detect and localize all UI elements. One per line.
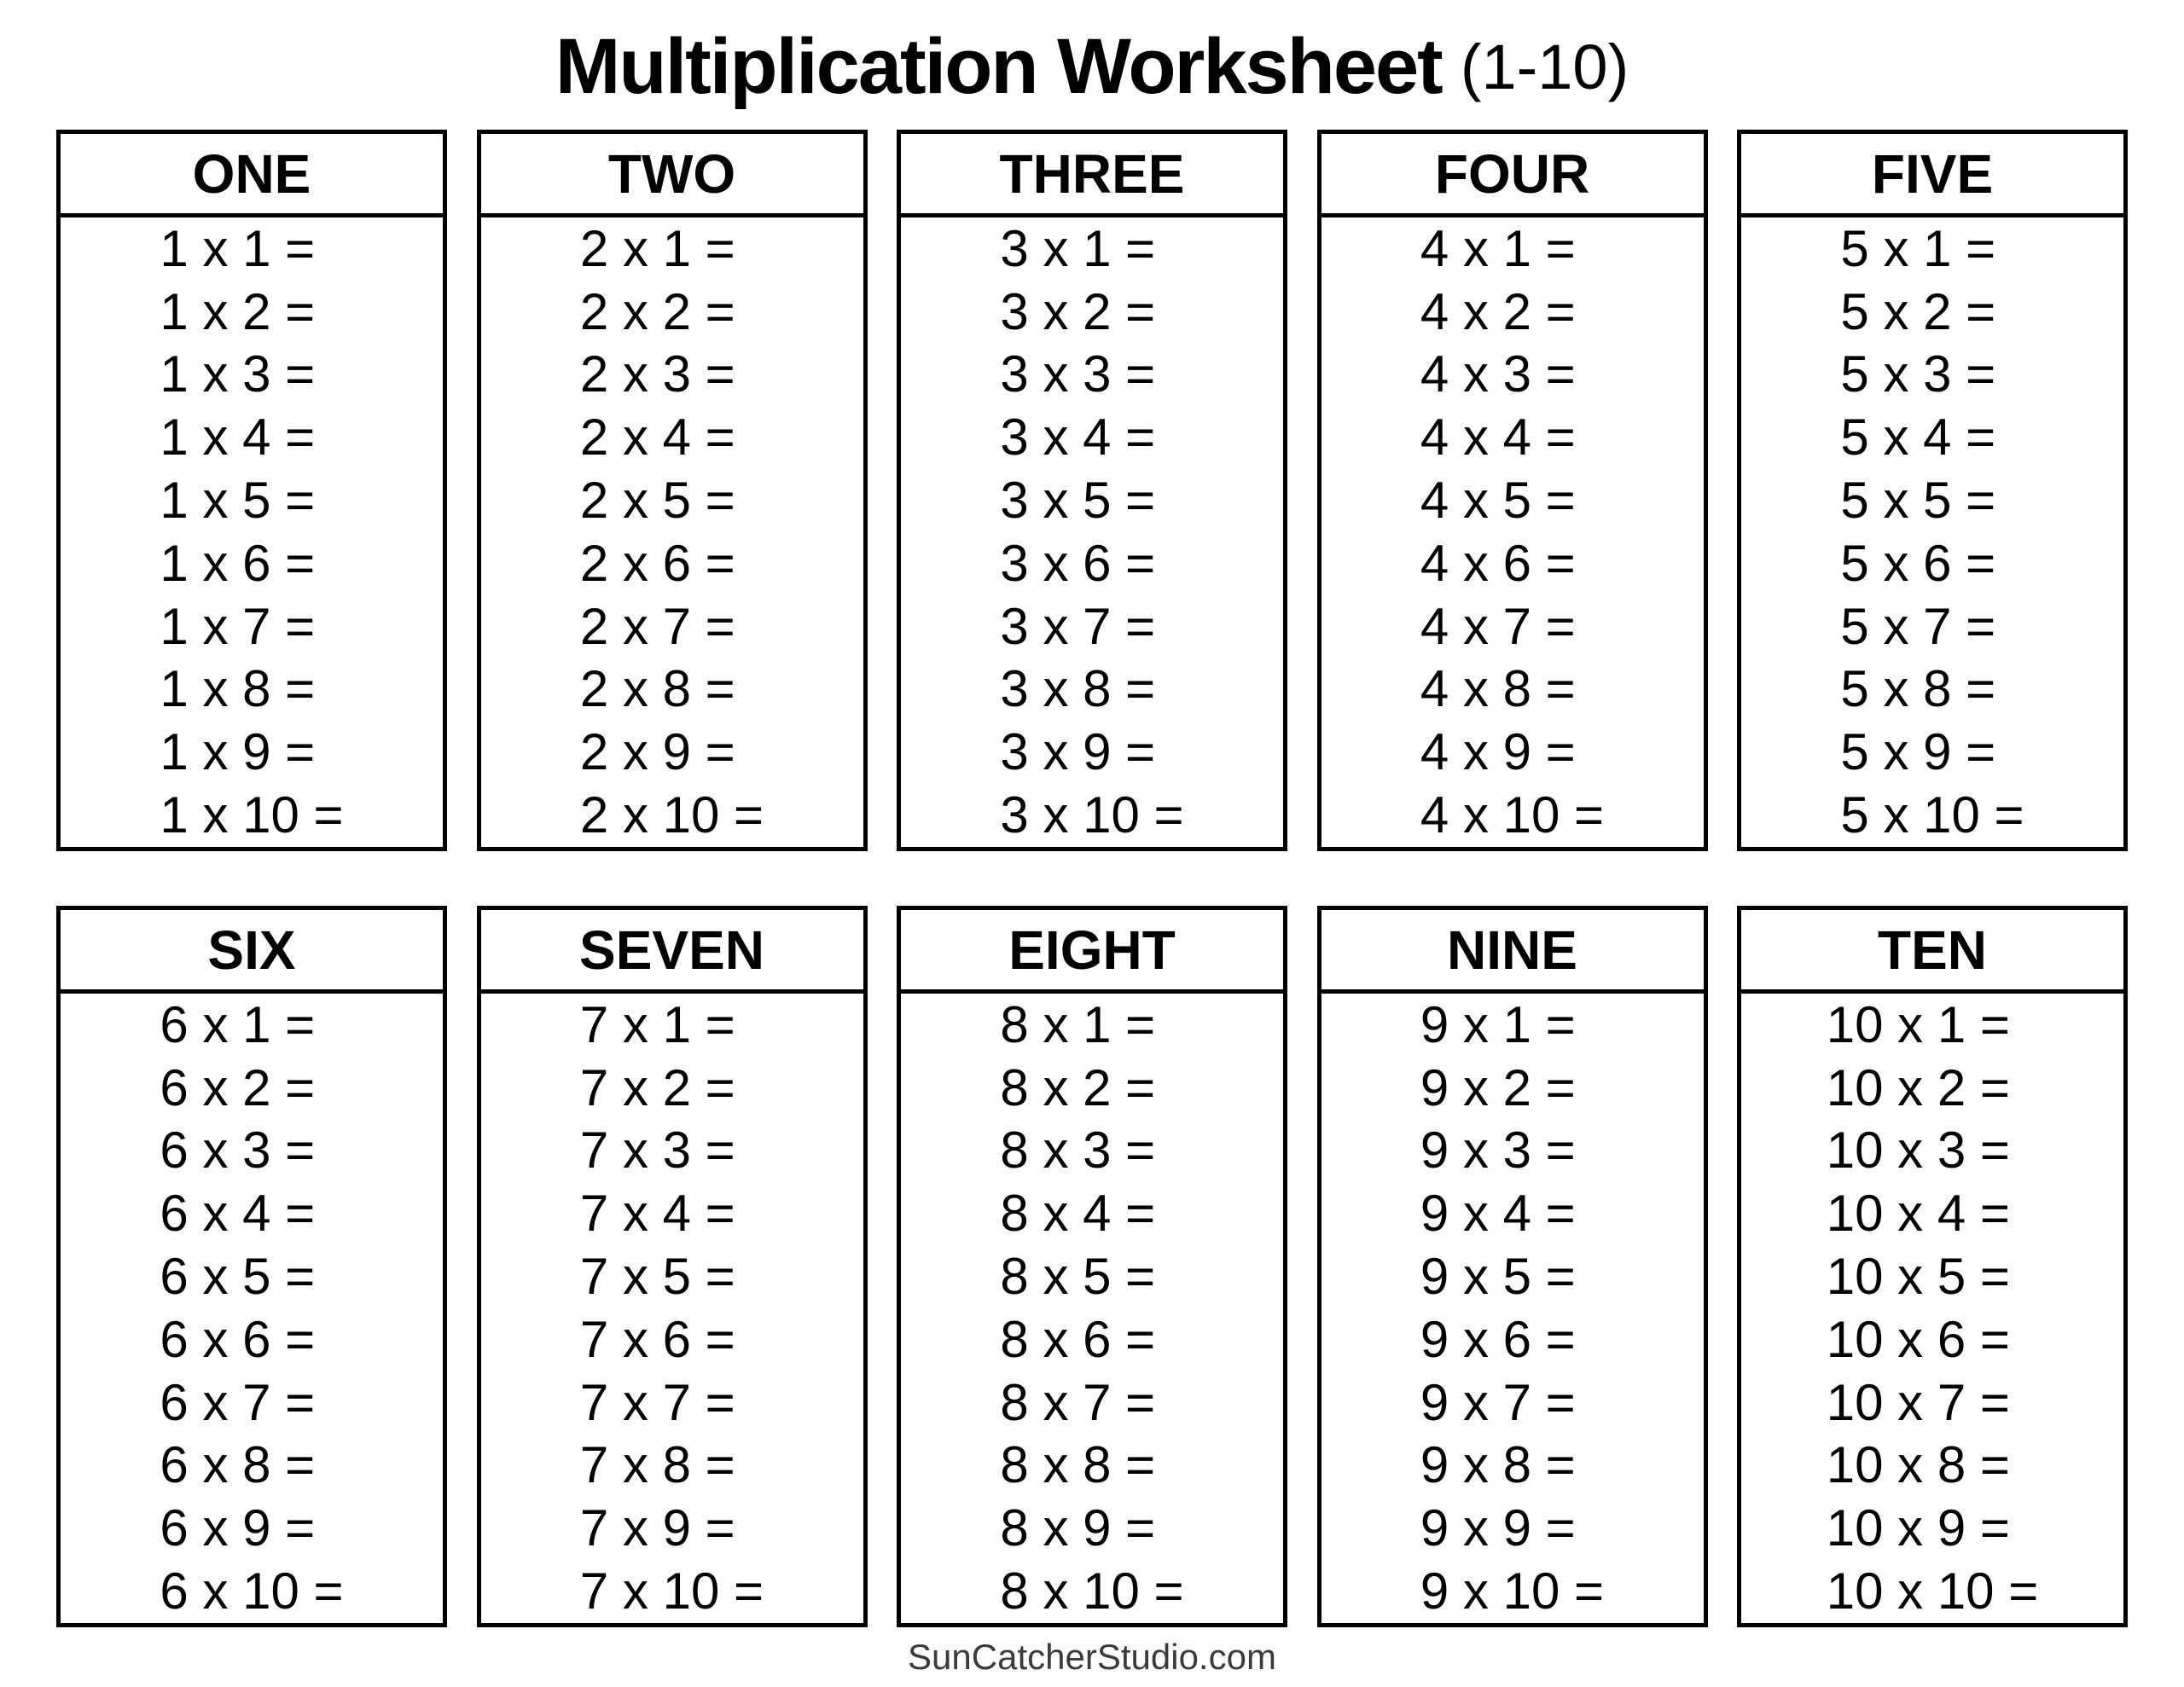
- problem-row: 2 x 4 =: [579, 409, 735, 467]
- problem-row: 8 x 10 =: [1000, 1562, 1184, 1620]
- problem-row: 9 x 4 =: [1420, 1185, 1576, 1243]
- problem-row: 8 x 3 =: [1000, 1122, 1156, 1180]
- times-table-box: [477, 906, 868, 1627]
- times-table-body: [481, 994, 863, 1623]
- problem-row: 10 x 9 =: [1826, 1499, 2010, 1557]
- problem-row: 5 x 10 =: [1840, 786, 2024, 844]
- problem-row: 6 x 2 =: [160, 1058, 316, 1116]
- problems-list: [580, 994, 764, 1623]
- problem-row: 5 x 1 =: [1840, 219, 1996, 277]
- times-table-title: TWO: [481, 134, 863, 217]
- problem-row: 6 x 9 =: [160, 1499, 316, 1557]
- problem-row: 6 x 4 =: [160, 1185, 316, 1243]
- problem-row: 1 x 1 =: [160, 219, 316, 277]
- problem-row: 3 x 2 =: [1000, 282, 1156, 340]
- problem-row: 9 x 3 =: [1420, 1122, 1576, 1180]
- problem-row: 4 x 2 =: [1420, 282, 1576, 340]
- problem-row: 8 x 5 =: [1000, 1248, 1156, 1306]
- problems-list: [1420, 994, 1604, 1623]
- problem-row: 6 x 7 =: [160, 1373, 316, 1431]
- problem-row: 8 x 6 =: [1000, 1310, 1156, 1368]
- page-title-range: (1-10): [1460, 31, 1629, 102]
- problem-row: 7 x 2 =: [579, 1058, 735, 1116]
- problem-row: 7 x 4 =: [579, 1185, 735, 1243]
- times-table-body: [1321, 217, 1704, 847]
- problem-row: 5 x 9 =: [1840, 723, 1996, 781]
- times-table-title: SEVEN: [481, 910, 863, 994]
- problem-row: 7 x 1 =: [579, 995, 735, 1053]
- problem-row: 8 x 2 =: [1000, 1058, 1156, 1116]
- problems-list: [1000, 994, 1183, 1623]
- problem-row: 4 x 6 =: [1420, 534, 1576, 592]
- problem-row: 7 x 5 =: [579, 1248, 735, 1306]
- times-table-body: [901, 994, 1283, 1623]
- problem-row: 5 x 2 =: [1840, 282, 1996, 340]
- times-table-box: [1317, 130, 1708, 851]
- problem-row: 1 x 10 =: [160, 786, 344, 844]
- problem-row: 6 x 1 =: [160, 995, 316, 1053]
- problem-row: 9 x 2 =: [1420, 1058, 1576, 1116]
- problem-row: 7 x 9 =: [579, 1499, 735, 1557]
- problem-row: 8 x 1 =: [1000, 995, 1156, 1053]
- problem-row: 10 x 8 =: [1826, 1436, 2010, 1494]
- times-table-title: NINE: [1321, 910, 1704, 994]
- problem-row: 5 x 8 =: [1840, 660, 1996, 718]
- problem-row: 1 x 9 =: [160, 723, 316, 781]
- problem-row: 10 x 5 =: [1826, 1248, 2010, 1306]
- problem-row: 3 x 5 =: [1000, 472, 1156, 530]
- problem-row: 10 x 3 =: [1826, 1122, 2010, 1180]
- problem-row: 3 x 7 =: [1000, 597, 1156, 655]
- problem-row: 1 x 6 =: [160, 534, 316, 592]
- problem-row: 7 x 8 =: [579, 1436, 735, 1494]
- problem-row: 5 x 3 =: [1840, 345, 1996, 403]
- problem-row: 2 x 10 =: [579, 786, 764, 844]
- times-table-box: [477, 130, 868, 851]
- problem-row: 7 x 7 =: [579, 1373, 735, 1431]
- times-table-title: TEN: [1741, 910, 2123, 994]
- problem-row: 10 x 10 =: [1826, 1562, 2039, 1620]
- problem-row: 9 x 9 =: [1420, 1499, 1576, 1557]
- problem-row: 4 x 7 =: [1420, 597, 1576, 655]
- times-table-body: [1741, 994, 2123, 1623]
- problem-row: 2 x 7 =: [579, 597, 735, 655]
- problem-row: 2 x 5 =: [579, 472, 735, 530]
- problems-list: [1827, 994, 2039, 1623]
- problem-row: 1 x 7 =: [160, 597, 316, 655]
- problem-row: 6 x 10 =: [160, 1562, 344, 1620]
- problem-row: 9 x 5 =: [1420, 1248, 1576, 1306]
- page-title: Multiplication Worksheet: [555, 22, 1442, 110]
- problem-row: 2 x 3 =: [579, 345, 735, 403]
- problem-row: 3 x 8 =: [1000, 660, 1156, 718]
- problems-list: [1000, 217, 1183, 847]
- times-table-body: [61, 994, 443, 1623]
- problem-row: 8 x 4 =: [1000, 1185, 1156, 1243]
- problem-row: 5 x 4 =: [1840, 409, 1996, 467]
- problem-row: 6 x 8 =: [160, 1436, 316, 1494]
- problem-row: 10 x 1 =: [1826, 995, 2010, 1053]
- times-table-box: [1317, 906, 1708, 1627]
- problem-row: 9 x 6 =: [1420, 1310, 1576, 1368]
- footer-credit: SunCatcherStudio.com: [908, 1637, 1276, 1677]
- problem-row: 10 x 4 =: [1826, 1185, 2010, 1243]
- problem-row: 3 x 6 =: [1000, 534, 1156, 592]
- problem-row: 2 x 8 =: [579, 660, 735, 718]
- problem-row: 6 x 5 =: [160, 1248, 316, 1306]
- problem-row: 7 x 10 =: [579, 1562, 764, 1620]
- times-table-title: THREE: [901, 134, 1283, 217]
- times-table-box: [897, 906, 1287, 1627]
- times-table-body: [481, 217, 863, 847]
- problems-list: [160, 217, 343, 847]
- problem-row: 3 x 9 =: [1000, 723, 1156, 781]
- problems-list: [1420, 217, 1604, 847]
- times-table-title: SIX: [61, 910, 443, 994]
- problem-row: 1 x 2 =: [160, 282, 316, 340]
- problem-row: 3 x 4 =: [1000, 409, 1156, 467]
- problems-list: [1840, 217, 2024, 847]
- times-table-title: FOUR: [1321, 134, 1704, 217]
- times-table-box: [56, 906, 447, 1627]
- times-table-box: [1737, 906, 2128, 1627]
- problem-row: 4 x 4 =: [1420, 409, 1576, 467]
- problem-row: 8 x 9 =: [1000, 1499, 1156, 1557]
- problem-row: 5 x 5 =: [1840, 472, 1996, 530]
- problem-row: 5 x 7 =: [1840, 597, 1996, 655]
- problem-row: 9 x 10 =: [1420, 1562, 1605, 1620]
- problem-row: 4 x 9 =: [1420, 723, 1576, 781]
- problems-list: [160, 994, 343, 1623]
- problem-row: 8 x 7 =: [1000, 1373, 1156, 1431]
- problem-row: 4 x 1 =: [1420, 219, 1576, 277]
- times-table-box: [1737, 130, 2128, 851]
- times-table-title: ONE: [61, 134, 443, 217]
- times-table-body: [1321, 994, 1704, 1623]
- times-table-title: EIGHT: [901, 910, 1283, 994]
- problem-row: 1 x 5 =: [160, 472, 316, 530]
- problem-row: 4 x 10 =: [1420, 786, 1605, 844]
- times-table-box: [897, 130, 1287, 851]
- problem-row: 7 x 3 =: [579, 1122, 735, 1180]
- times-table-body: [1741, 217, 2123, 847]
- problem-row: 3 x 10 =: [1000, 786, 1184, 844]
- problem-row: 6 x 6 =: [160, 1310, 316, 1368]
- problem-row: 9 x 7 =: [1420, 1373, 1576, 1431]
- times-table-box: [56, 130, 447, 851]
- problem-row: 7 x 6 =: [579, 1310, 735, 1368]
- problem-row: 10 x 2 =: [1826, 1058, 2010, 1116]
- problem-row: 2 x 2 =: [579, 282, 735, 340]
- problems-list: [580, 217, 764, 847]
- times-table-body: [61, 217, 443, 847]
- times-table-title: FIVE: [1741, 134, 2123, 217]
- problem-row: 5 x 6 =: [1840, 534, 1996, 592]
- times-table-body: [901, 217, 1283, 847]
- problem-row: 10 x 6 =: [1826, 1310, 2010, 1368]
- page-header: [0, 0, 2184, 130]
- problem-row: 4 x 3 =: [1420, 345, 1576, 403]
- problem-row: 6 x 3 =: [160, 1122, 316, 1180]
- problem-row: 10 x 7 =: [1826, 1373, 2010, 1431]
- page-footer: [0, 1627, 2184, 1687]
- problem-row: 1 x 8 =: [160, 660, 316, 718]
- problem-row: 2 x 9 =: [579, 723, 735, 781]
- problem-row: 9 x 1 =: [1420, 995, 1576, 1053]
- problem-row: 4 x 8 =: [1420, 660, 1576, 718]
- problem-row: 3 x 3 =: [1000, 345, 1156, 403]
- problem-row: 1 x 3 =: [160, 345, 316, 403]
- problem-row: 8 x 8 =: [1000, 1436, 1156, 1494]
- times-tables-grid: [56, 130, 2128, 1627]
- problem-row: 2 x 6 =: [579, 534, 735, 592]
- problem-row: 3 x 1 =: [1000, 219, 1156, 277]
- problem-row: 1 x 4 =: [160, 409, 316, 467]
- problem-row: 4 x 5 =: [1420, 472, 1576, 530]
- problem-row: 2 x 1 =: [579, 219, 735, 277]
- problem-row: 9 x 8 =: [1420, 1436, 1576, 1494]
